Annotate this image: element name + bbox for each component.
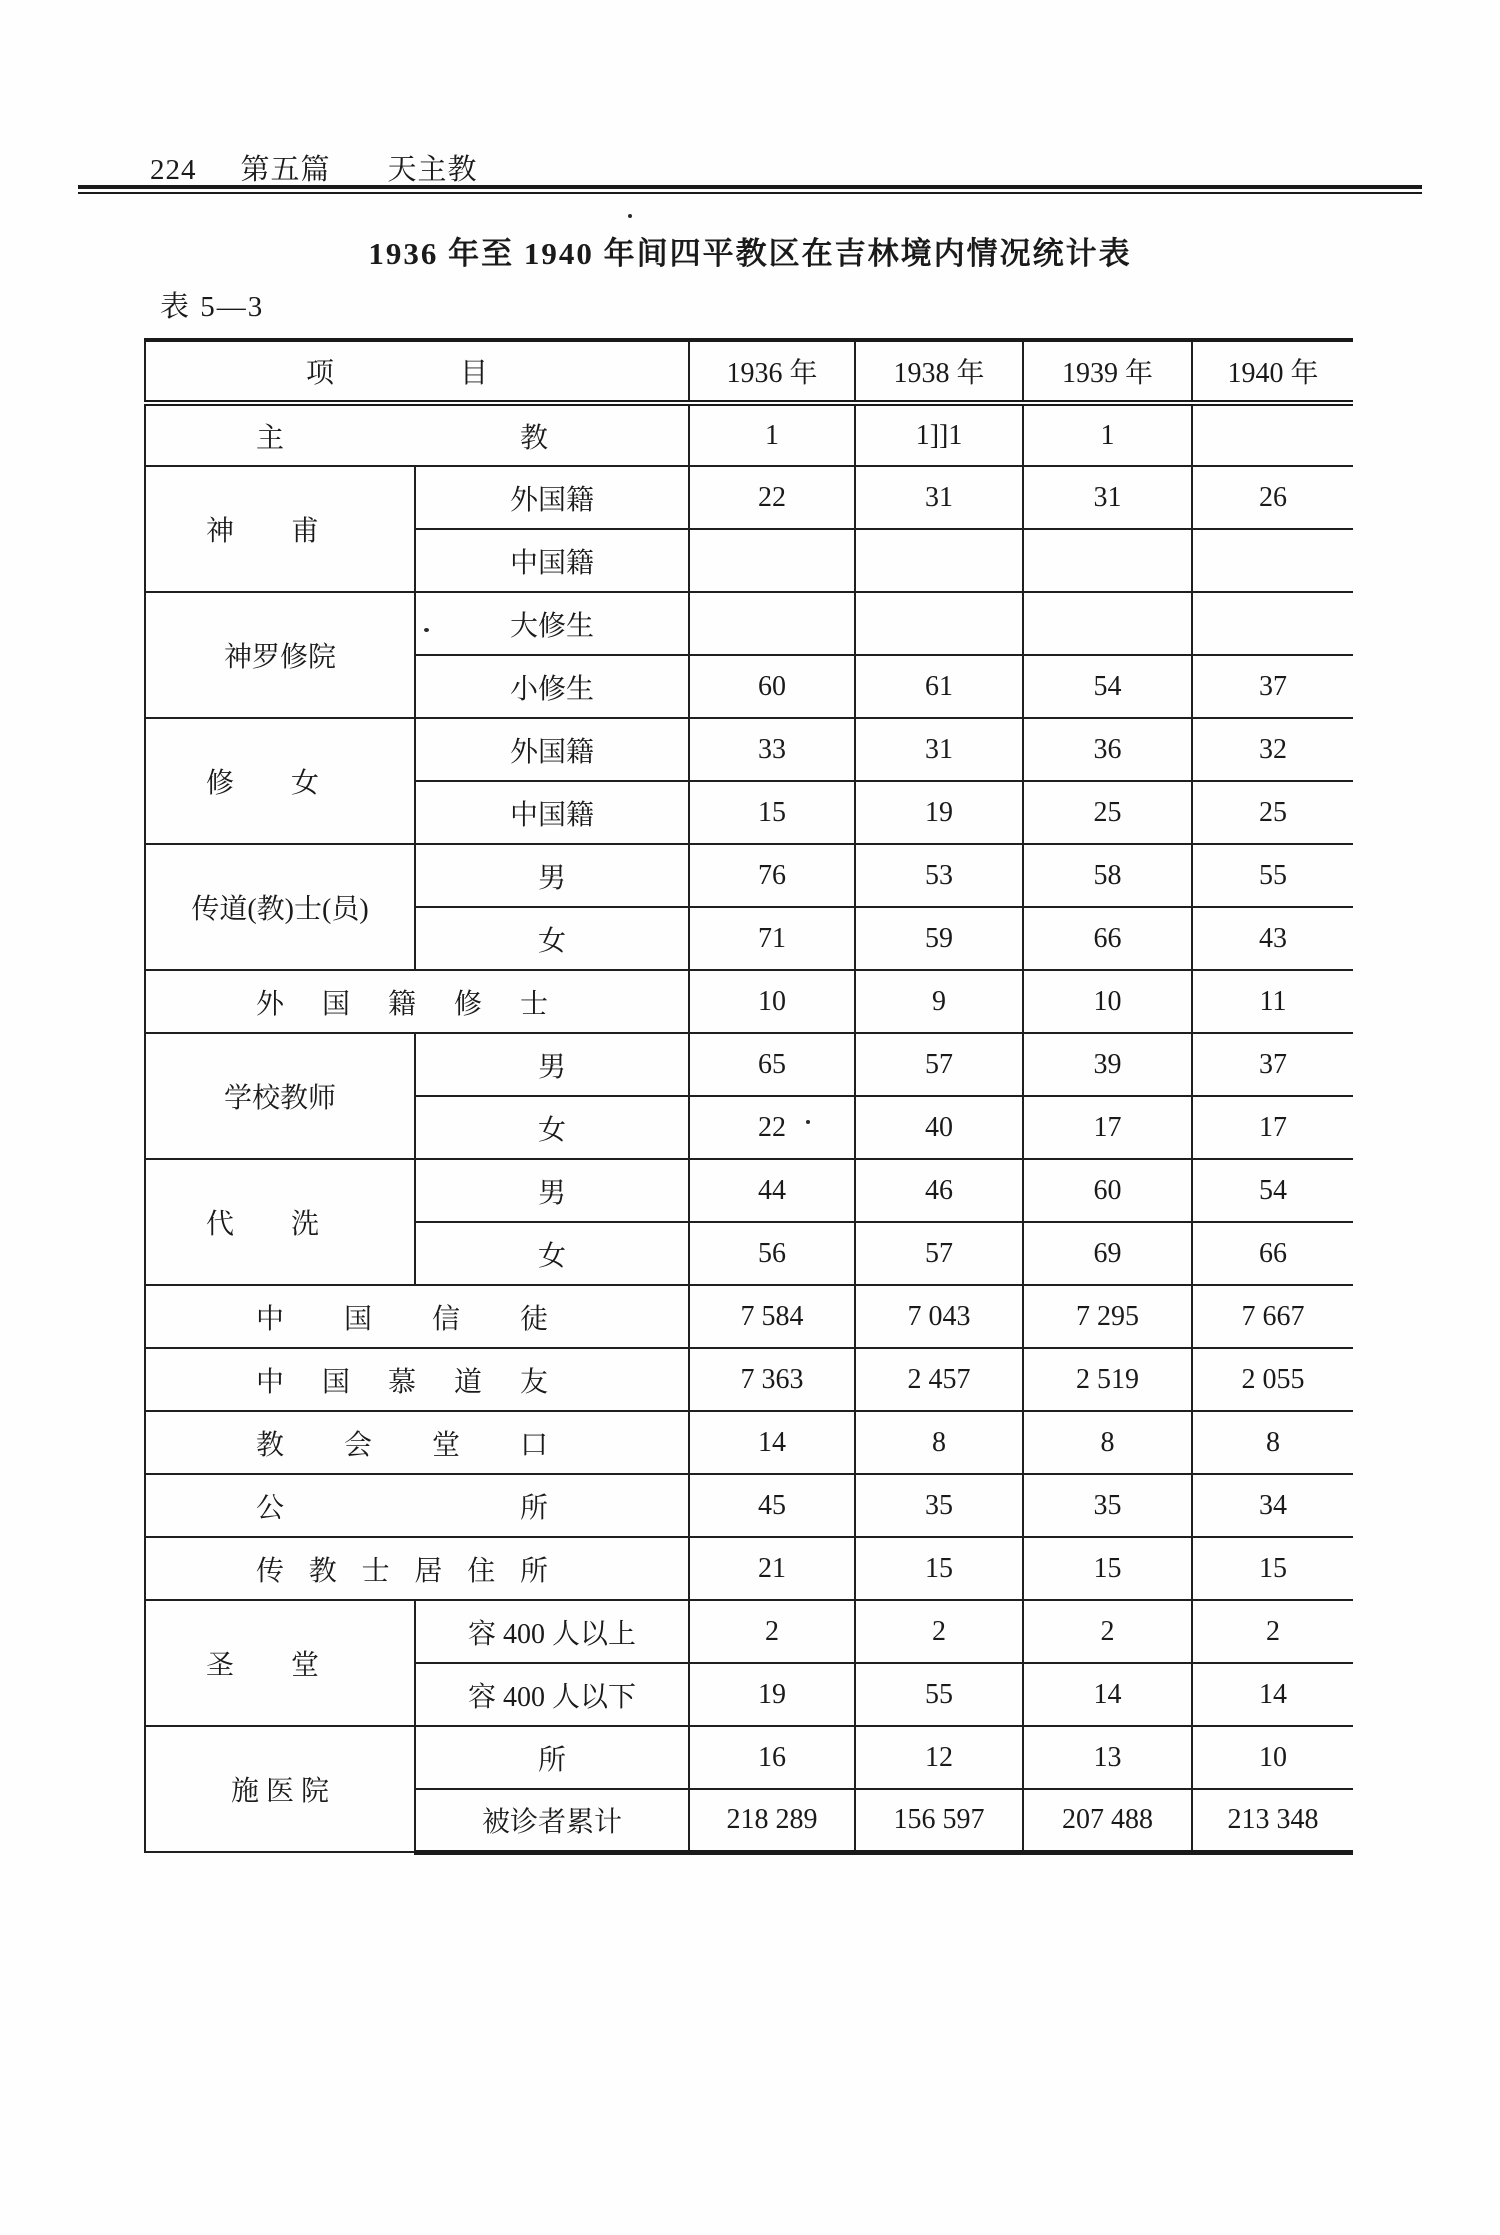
column-header-1936: 1936 年 (689, 340, 855, 403)
value-cell: 31 (855, 718, 1023, 781)
row-label: 中 国 慕 道 友 (145, 1348, 689, 1411)
value-cell: 66 (1023, 907, 1192, 970)
table-row-catechist-male (145, 844, 1353, 907)
value-cell: 25 (1023, 781, 1192, 844)
value-cell: 76 (689, 844, 855, 907)
table-number-label: 表 5—3 (160, 291, 265, 323)
value-cell: 8 (1023, 1411, 1192, 1474)
column-header-1940: 1940 年 (1192, 340, 1353, 403)
value-cell: 55 (1192, 844, 1353, 907)
value-cell: 37 (1192, 655, 1353, 718)
value-cell: 2 055 (1192, 1348, 1353, 1411)
value-cell: 9 (855, 970, 1023, 1033)
value-cell: 44 (689, 1159, 855, 1222)
section-title: 第五篇 (240, 154, 331, 186)
table-row-seminary-senior (145, 592, 1353, 655)
row-label: 公 所 (145, 1474, 689, 1537)
value-cell (1023, 592, 1192, 655)
value-cell: 1 (1023, 403, 1192, 466)
table-row-chapel-large (145, 1600, 1353, 1663)
group-label: 圣 堂 (145, 1600, 415, 1726)
value-cell: 10 (689, 970, 855, 1033)
table-title: 1936 年至 1940 年间四平教区在吉林境内情况统计表 (368, 236, 1132, 271)
value-cell (855, 592, 1023, 655)
table-row-teacher-male (145, 1033, 1353, 1096)
group-label: 代 洗 (145, 1159, 415, 1285)
value-cell: 15 (1023, 1537, 1192, 1600)
value-cell: 2 (689, 1600, 855, 1663)
page-number: 224 (150, 154, 197, 186)
group-label: 学校教师 (145, 1033, 415, 1159)
column-header-1939: 1939 年 (1023, 340, 1192, 403)
value-cell: 69 (1023, 1222, 1192, 1285)
table-header-row (145, 340, 1353, 403)
value-cell: 45 (689, 1474, 855, 1537)
value-cell: 12 (855, 1726, 1023, 1789)
value-cell: 2 (1023, 1600, 1192, 1663)
value-cell (689, 529, 855, 592)
group-label: 神罗修院 (145, 592, 415, 718)
value-cell: 10 (1023, 970, 1192, 1033)
value-cell: 15 (689, 781, 855, 844)
sub-label: 男 (415, 1159, 689, 1222)
value-cell: 7 295 (1023, 1285, 1192, 1348)
chapter-title: 天主教 (387, 154, 478, 186)
row-label: 主 教 (145, 403, 689, 466)
value-cell: 46 (855, 1159, 1023, 1222)
table-row-priest-foreign (145, 466, 1353, 529)
sub-label: 中国籍 (415, 781, 689, 844)
value-cell: 58 (1023, 844, 1192, 907)
value-cell: 55 (855, 1663, 1023, 1726)
value-cell: 2 (855, 1600, 1023, 1663)
value-cell: 218 289 (689, 1789, 855, 1852)
value-cell (689, 592, 855, 655)
row-label: 外 国 籍 修 士 (145, 970, 689, 1033)
value-cell (1192, 403, 1353, 466)
value-cell: 14 (1192, 1663, 1353, 1726)
value-cell: 7 043 (855, 1285, 1023, 1348)
value-cell: 26 (1192, 466, 1353, 529)
sub-label: 女 (415, 1222, 689, 1285)
value-cell: 40 (855, 1096, 1023, 1159)
value-cell: 31 (1023, 466, 1192, 529)
value-cell: 17 (1192, 1096, 1353, 1159)
header-rule (78, 185, 1422, 194)
value-cell: 21 (689, 1537, 855, 1600)
sub-label: 男 (415, 844, 689, 907)
table-row-chinese-catechumens (145, 1348, 1353, 1411)
value-cell: 57 (855, 1033, 1023, 1096)
value-cell: 7 584 (689, 1285, 855, 1348)
value-cell: 213 348 (1192, 1789, 1353, 1852)
sub-label: 小修生 (415, 655, 689, 718)
value-cell: 35 (855, 1474, 1023, 1537)
table-row-foreign-brothers (145, 970, 1353, 1033)
value-cell: 54 (1023, 655, 1192, 718)
value-cell: 60 (1023, 1159, 1192, 1222)
sub-label: 女 (415, 1096, 689, 1159)
value-cell: 39 (1023, 1033, 1192, 1096)
sub-label: 外国籍 (415, 718, 689, 781)
sub-label: 容 400 人以下 (415, 1663, 689, 1726)
sub-label: 男 (415, 1033, 689, 1096)
table-row-missionary-residences (145, 1537, 1353, 1600)
sub-label: 被诊者累计 (415, 1789, 689, 1852)
value-cell: 35 (1023, 1474, 1192, 1537)
table-row-mission-stations (145, 1474, 1353, 1537)
value-cell: 36 (1023, 718, 1192, 781)
value-cell: 37 (1192, 1033, 1353, 1096)
table-row-bishop (145, 403, 1353, 466)
sub-label: 容 400 人以上 (415, 1600, 689, 1663)
sub-label: 中国籍 (415, 529, 689, 592)
value-cell (1192, 592, 1353, 655)
value-cell: 19 (855, 781, 1023, 844)
value-cell (855, 529, 1023, 592)
table-row-baptism-male (145, 1159, 1353, 1222)
scan-speck (628, 214, 632, 218)
value-cell: 8 (1192, 1411, 1353, 1474)
column-header-item: 项 目 (145, 340, 689, 403)
value-cell: 2 519 (1023, 1348, 1192, 1411)
value-cell: 14 (689, 1411, 855, 1474)
value-cell: 15 (1192, 1537, 1353, 1600)
value-cell: 31 (855, 466, 1023, 529)
group-label: 修 女 (145, 718, 415, 844)
value-cell: 65 (689, 1033, 855, 1096)
value-cell (1023, 529, 1192, 592)
group-label: 传道(教)士(员) (145, 844, 415, 970)
value-cell: 1]]1 (855, 403, 1023, 466)
value-cell: 11 (1192, 970, 1353, 1033)
value-cell: 1 (689, 403, 855, 466)
value-cell: 7 363 (689, 1348, 855, 1411)
value-cell: 2 (1192, 1600, 1353, 1663)
value-cell: 56 (689, 1222, 855, 1285)
value-cell: 34 (1192, 1474, 1353, 1537)
value-cell: 43 (1192, 907, 1353, 970)
value-cell: 57 (855, 1222, 1023, 1285)
value-cell: 22 (689, 1096, 855, 1159)
value-cell (1192, 529, 1353, 592)
value-cell: 14 (1023, 1663, 1192, 1726)
value-cell: 8 (855, 1411, 1023, 1474)
value-cell: 71 (689, 907, 855, 970)
value-cell: 54 (1192, 1159, 1353, 1222)
value-cell: 60 (689, 655, 855, 718)
value-cell: 7 667 (1192, 1285, 1353, 1348)
sub-label: 大修生 (415, 592, 689, 655)
value-cell: 32 (1192, 718, 1353, 781)
table-row-chinese-believers (145, 1285, 1353, 1348)
row-label: 中 国 信 徒 (145, 1285, 689, 1348)
value-cell: 207 488 (1023, 1789, 1192, 1852)
sub-label: 外国籍 (415, 466, 689, 529)
value-cell: 25 (1192, 781, 1353, 844)
value-cell: 156 597 (855, 1789, 1023, 1852)
group-label: 施 医 院 (145, 1726, 415, 1852)
value-cell: 15 (855, 1537, 1023, 1600)
table-row-church-halls (145, 1411, 1353, 1474)
value-cell: 59 (855, 907, 1023, 970)
value-cell: 17 (1023, 1096, 1192, 1159)
value-cell: 13 (1023, 1726, 1192, 1789)
value-cell: 19 (689, 1663, 855, 1726)
sub-label: 所 (415, 1726, 689, 1789)
value-cell: 61 (855, 655, 1023, 718)
sub-label: 女 (415, 907, 689, 970)
row-label: 传 教 士 居 住 所 (145, 1537, 689, 1600)
table-row-nun-foreign (145, 718, 1353, 781)
value-cell: 2 457 (855, 1348, 1023, 1411)
value-cell: 10 (1192, 1726, 1353, 1789)
value-cell: 16 (689, 1726, 855, 1789)
value-cell: 66 (1192, 1222, 1353, 1285)
value-cell: 53 (855, 844, 1023, 907)
table-row-hospital-count (145, 1726, 1353, 1789)
row-label: 教 会 堂 口 (145, 1411, 689, 1474)
value-cell: 33 (689, 718, 855, 781)
column-header-1938: 1938 年 (855, 340, 1023, 403)
group-label: 神 甫 (145, 466, 415, 592)
running-head (150, 147, 478, 188)
value-cell: 22 (689, 466, 855, 529)
statistics-table (144, 338, 1353, 1855)
